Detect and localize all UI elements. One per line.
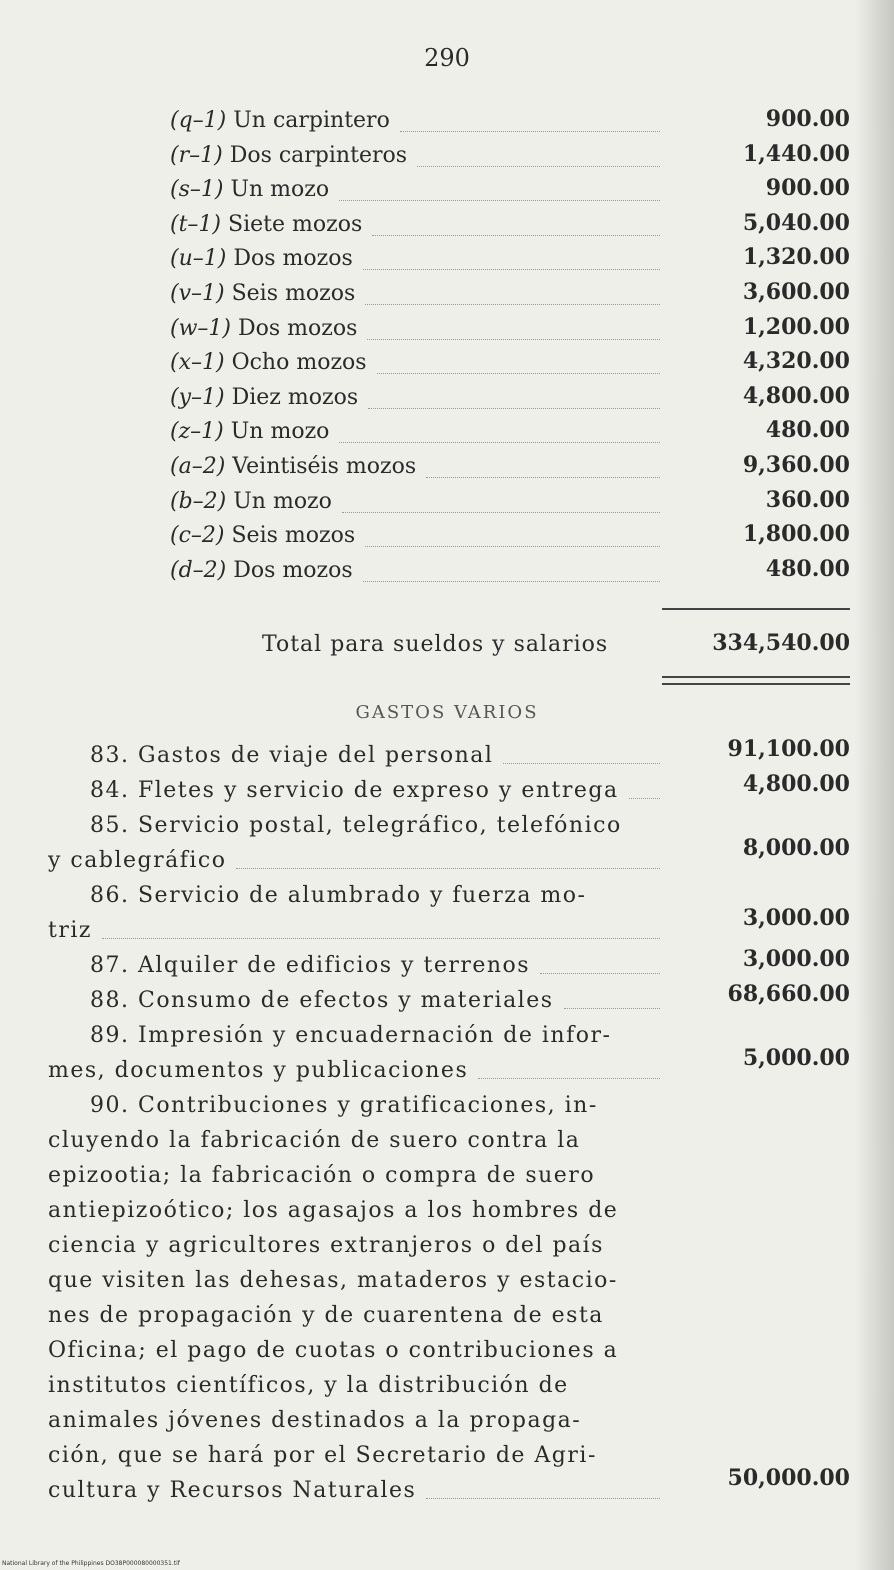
page-number: 290: [424, 44, 470, 72]
subtotal-rule: [662, 608, 850, 610]
expense-item: [48, 1018, 668, 1088]
salary-item-code: (a–2): [170, 454, 226, 479]
dot-leader: [368, 407, 660, 409]
page-edge-shadow: [854, 0, 894, 1570]
scan-footer: National Library of the Philippines DO38P000080000351.tif: [2, 1560, 180, 1567]
salary-row-text: [170, 558, 353, 583]
salary-row-text: [170, 143, 407, 168]
salary-row: [170, 177, 660, 211]
dot-leader: [339, 199, 660, 201]
total-double-rule: [662, 676, 850, 685]
expense-amount: 3,000.00: [742, 946, 850, 972]
salary-row: [170, 108, 660, 142]
salary-item-label: Dos mozos: [238, 315, 358, 341]
salary-item-code: (u–1): [170, 246, 227, 272]
salary-row-text: [170, 316, 357, 341]
salary-item-amount: 480.00: [765, 555, 850, 582]
expense-line: 84. Fletes y servicio de expreso y entrega: [90, 778, 619, 803]
salary-item-code: (x–1): [170, 350, 225, 376]
salary-item-amount: 1,800.00: [742, 521, 850, 548]
expense-line: animales jóvenes destinados a la propaga-: [48, 1408, 582, 1433]
dot-leader: [478, 1077, 660, 1079]
salary-item-code: (q–1): [170, 108, 227, 133]
dot-leader: [342, 511, 660, 513]
expense-amount: 68,660.00: [727, 981, 850, 1007]
salary-row-text: [170, 246, 353, 271]
dot-leader: [236, 867, 660, 869]
dot-leader: [503, 762, 660, 764]
salary-item-amount: 3,600.00: [742, 279, 850, 305]
dot-leader: [363, 268, 660, 270]
salary-row-text: [170, 177, 329, 202]
expense-line: 87. Alquiler de edificios y terrenos: [90, 953, 531, 978]
salary-item-label: Un mozo: [230, 177, 330, 203]
salary-item-label: Dos mozos: [233, 246, 353, 272]
salary-row-text: [170, 108, 390, 133]
salary-item-amount: 360.00: [765, 486, 850, 513]
expense-line: epizootia; la fabricación o compra de suero: [48, 1163, 596, 1188]
salary-item-amount: 5,040.00: [742, 209, 850, 236]
dot-leader: [377, 372, 660, 374]
expense-amount: 8,000.00: [742, 835, 850, 861]
salary-item-amount: 4,320.00: [742, 348, 850, 375]
dot-leader: [426, 476, 660, 478]
expense-line: 90. Contribuciones y gratificaciones, in-: [90, 1093, 598, 1118]
dot-leader: [365, 545, 660, 547]
expense-amount: 3,000.00: [742, 905, 850, 931]
dot-leader: [564, 1007, 660, 1009]
salary-item-amount: 1,200.00: [742, 313, 850, 340]
dot-leader: [365, 303, 660, 305]
dot-leader: [339, 441, 660, 443]
salary-item-code: (c–2): [170, 523, 225, 549]
expense-amount: 91,100.00: [727, 736, 850, 762]
expense-line: triz: [48, 918, 92, 943]
expense-item: [48, 983, 668, 1018]
expense-line: que visiten las dehesas, mataderos y estacio-: [48, 1268, 618, 1293]
expense-line: 89. Impresión y encuadernación de infor-: [90, 1023, 612, 1048]
salary-row-text: [170, 454, 416, 479]
salary-row-text: [170, 281, 355, 306]
expense-line: cultura y Recursos Naturales: [48, 1478, 417, 1503]
expense-item: [48, 878, 668, 948]
salary-row: [170, 316, 660, 350]
salary-row: [170, 143, 660, 177]
dot-leader: [540, 972, 660, 974]
salary-item-code: (s–1): [170, 177, 224, 203]
dot-leader: [400, 130, 660, 132]
expense-line: cluyendo la fabricación de suero contra la: [48, 1128, 581, 1153]
section-title: GASTOS VARIOS: [355, 702, 539, 723]
salary-row: [170, 454, 660, 488]
salary-item-label: Seis mozos: [231, 281, 356, 306]
salary-item-label: Siete mozos: [228, 211, 363, 237]
dot-leader: [417, 165, 660, 167]
expense-item: [48, 738, 668, 773]
total-amount: 334,540.00: [712, 630, 850, 656]
salary-item-label: Un mozo: [230, 419, 330, 445]
expense-amount: 4,800.00: [742, 771, 850, 797]
salary-row-text: [170, 419, 329, 444]
expense-line: 83. Gastos de viaje del personal: [90, 743, 494, 768]
salary-row-text: [170, 523, 355, 548]
salary-item-code: (r–1): [170, 142, 223, 168]
salary-item-code: (z–1): [170, 419, 224, 445]
salary-row: [170, 558, 660, 592]
expense-line: Oficina; el pago de cuotas o contribuciones a: [48, 1338, 619, 1363]
dot-leader: [372, 234, 660, 236]
total-label: Total para sueldos y salarios: [262, 632, 609, 657]
salary-row: [170, 281, 660, 315]
salary-item-label: Dos carpinteros: [229, 142, 408, 168]
expense-line: nes de propagación y de cuarentena de esta: [48, 1303, 604, 1328]
salary-row-text: [170, 489, 332, 514]
dot-leader: [426, 1497, 660, 1499]
salary-item-amount: 900.00: [765, 106, 850, 132]
salary-row: [170, 419, 660, 453]
salary-row-text: [170, 385, 358, 410]
expense-line: 86. Servicio de alumbrado y fuerza mo-: [90, 883, 587, 908]
expense-item: [48, 1088, 668, 1508]
expense-item: [48, 948, 668, 983]
salary-item-code: (t–1): [170, 211, 222, 237]
expense-amount: 50,000.00: [727, 1465, 850, 1491]
salary-item-label: Un carpintero: [233, 108, 390, 133]
salary-item-code: (b–2): [170, 488, 227, 514]
salary-item-code: (v–1): [170, 281, 225, 306]
salary-item-code: (w–1): [170, 315, 231, 341]
salary-item-amount: 4,800.00: [742, 382, 850, 409]
dot-leader: [367, 338, 660, 340]
salary-row: [170, 523, 660, 557]
dot-leader: [629, 797, 660, 799]
expense-item: [48, 773, 668, 808]
expense-line: ción, que se hará por el Secretario de Agri-: [48, 1443, 597, 1468]
salary-item-amount: 900.00: [765, 175, 850, 202]
salary-row-text: [170, 350, 367, 375]
expense-amount: 5,000.00: [742, 1045, 850, 1071]
expense-line: ciencia y agricultores extranjeros o del país: [48, 1233, 604, 1258]
salary-row: [170, 246, 660, 280]
salary-item-label: Ocho mozos: [231, 350, 367, 376]
salary-row: [170, 489, 660, 523]
salary-item-label: Dos mozos: [233, 557, 353, 583]
salary-row: [170, 385, 660, 419]
expense-line: 88. Consumo de efectos y materiales: [90, 988, 554, 1013]
salary-row: [170, 350, 660, 384]
expense-line: y cablegráfico: [48, 848, 227, 873]
salary-item-amount: 9,360.00: [742, 452, 850, 478]
expense-line: 85. Servicio postal, telegráfico, telefónico: [90, 813, 622, 838]
salary-row: [170, 212, 660, 246]
expense-line: mes, documentos y publicaciones: [48, 1058, 469, 1083]
salary-row-text: [170, 212, 362, 237]
salary-item-label: Un mozo: [233, 488, 332, 514]
dot-leader: [363, 580, 660, 582]
salary-item-label: Seis mozos: [231, 523, 356, 549]
expense-item: [48, 808, 668, 878]
salary-item-label: Diez mozos: [231, 384, 359, 410]
dot-leader: [102, 937, 660, 939]
salary-item-amount: 1,440.00: [742, 140, 850, 167]
expense-line: institutos científicos, y la distribución de: [48, 1373, 569, 1398]
expense-line: antiepizoótico; los agasajos a los hombres de: [48, 1198, 619, 1223]
salary-item-amount: 480.00: [765, 417, 850, 444]
salary-item-code: (d–2): [170, 557, 227, 583]
salary-item-code: (y–1): [170, 384, 225, 410]
salary-item-amount: 1,320.00: [742, 244, 850, 271]
salary-item-label: Veintiséis mozos: [232, 454, 417, 479]
